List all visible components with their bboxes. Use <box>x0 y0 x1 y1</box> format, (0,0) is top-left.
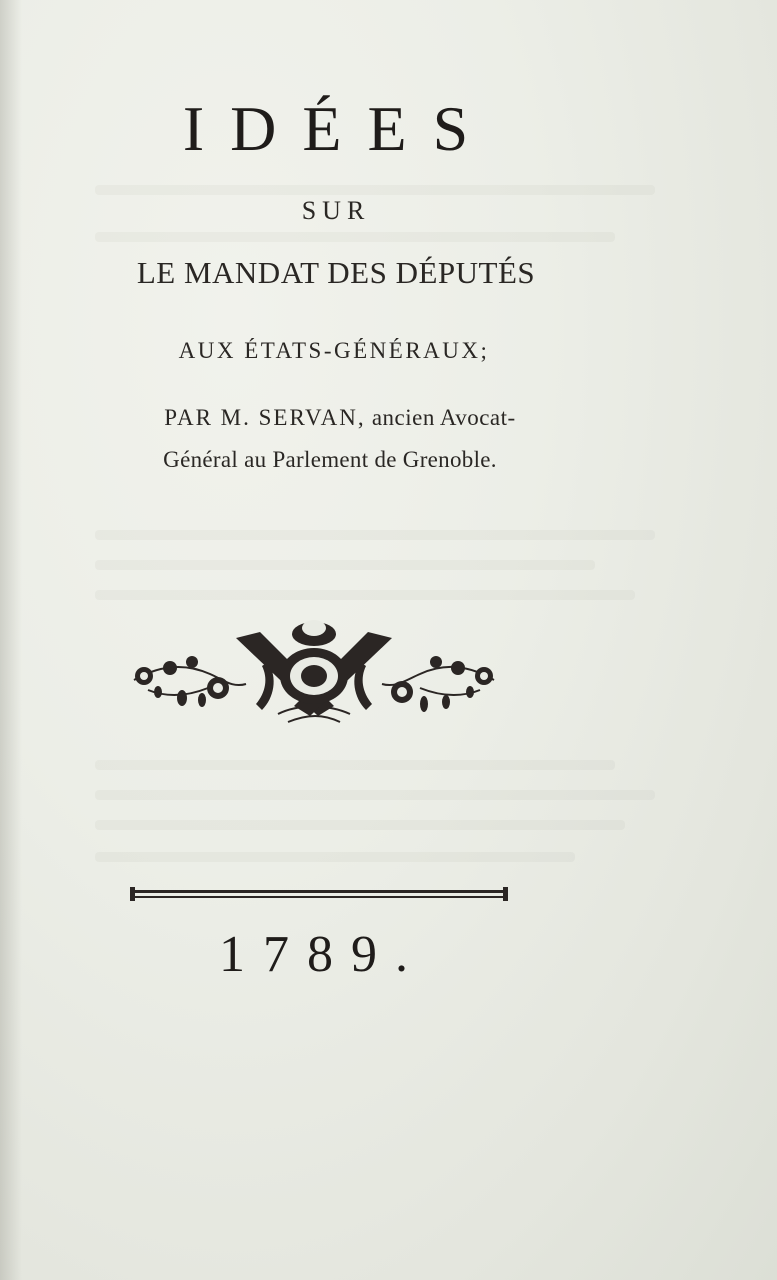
show-through <box>95 590 635 600</box>
show-through <box>95 760 615 770</box>
author-name: PAR M. SERVAN, <box>164 405 366 430</box>
show-through <box>95 530 655 540</box>
show-through <box>95 820 625 830</box>
author-line-1 <box>0 405 680 431</box>
author-role: ancien Avocat- <box>371 405 516 430</box>
show-through <box>95 852 575 862</box>
show-through <box>95 232 615 242</box>
title-connector: SUR <box>301 196 371 225</box>
book-title: IDÉES <box>182 93 495 164</box>
floral-trophy-vignette-icon <box>128 618 500 730</box>
author-line-2: Général au Parlement de Grenoble. <box>163 447 497 472</box>
book-subtitle-continued: AUX ÉTATS-GÉNÉRAUX; <box>178 338 490 363</box>
show-through <box>95 560 595 570</box>
show-through <box>95 790 655 800</box>
publication-year: 1789. <box>219 926 426 983</box>
book-subtitle: LE MANDAT DES DÉPUTÉS <box>136 255 536 290</box>
show-through <box>95 185 655 195</box>
page-edge-shadow <box>0 0 22 1280</box>
double-rule-divider <box>130 884 508 906</box>
